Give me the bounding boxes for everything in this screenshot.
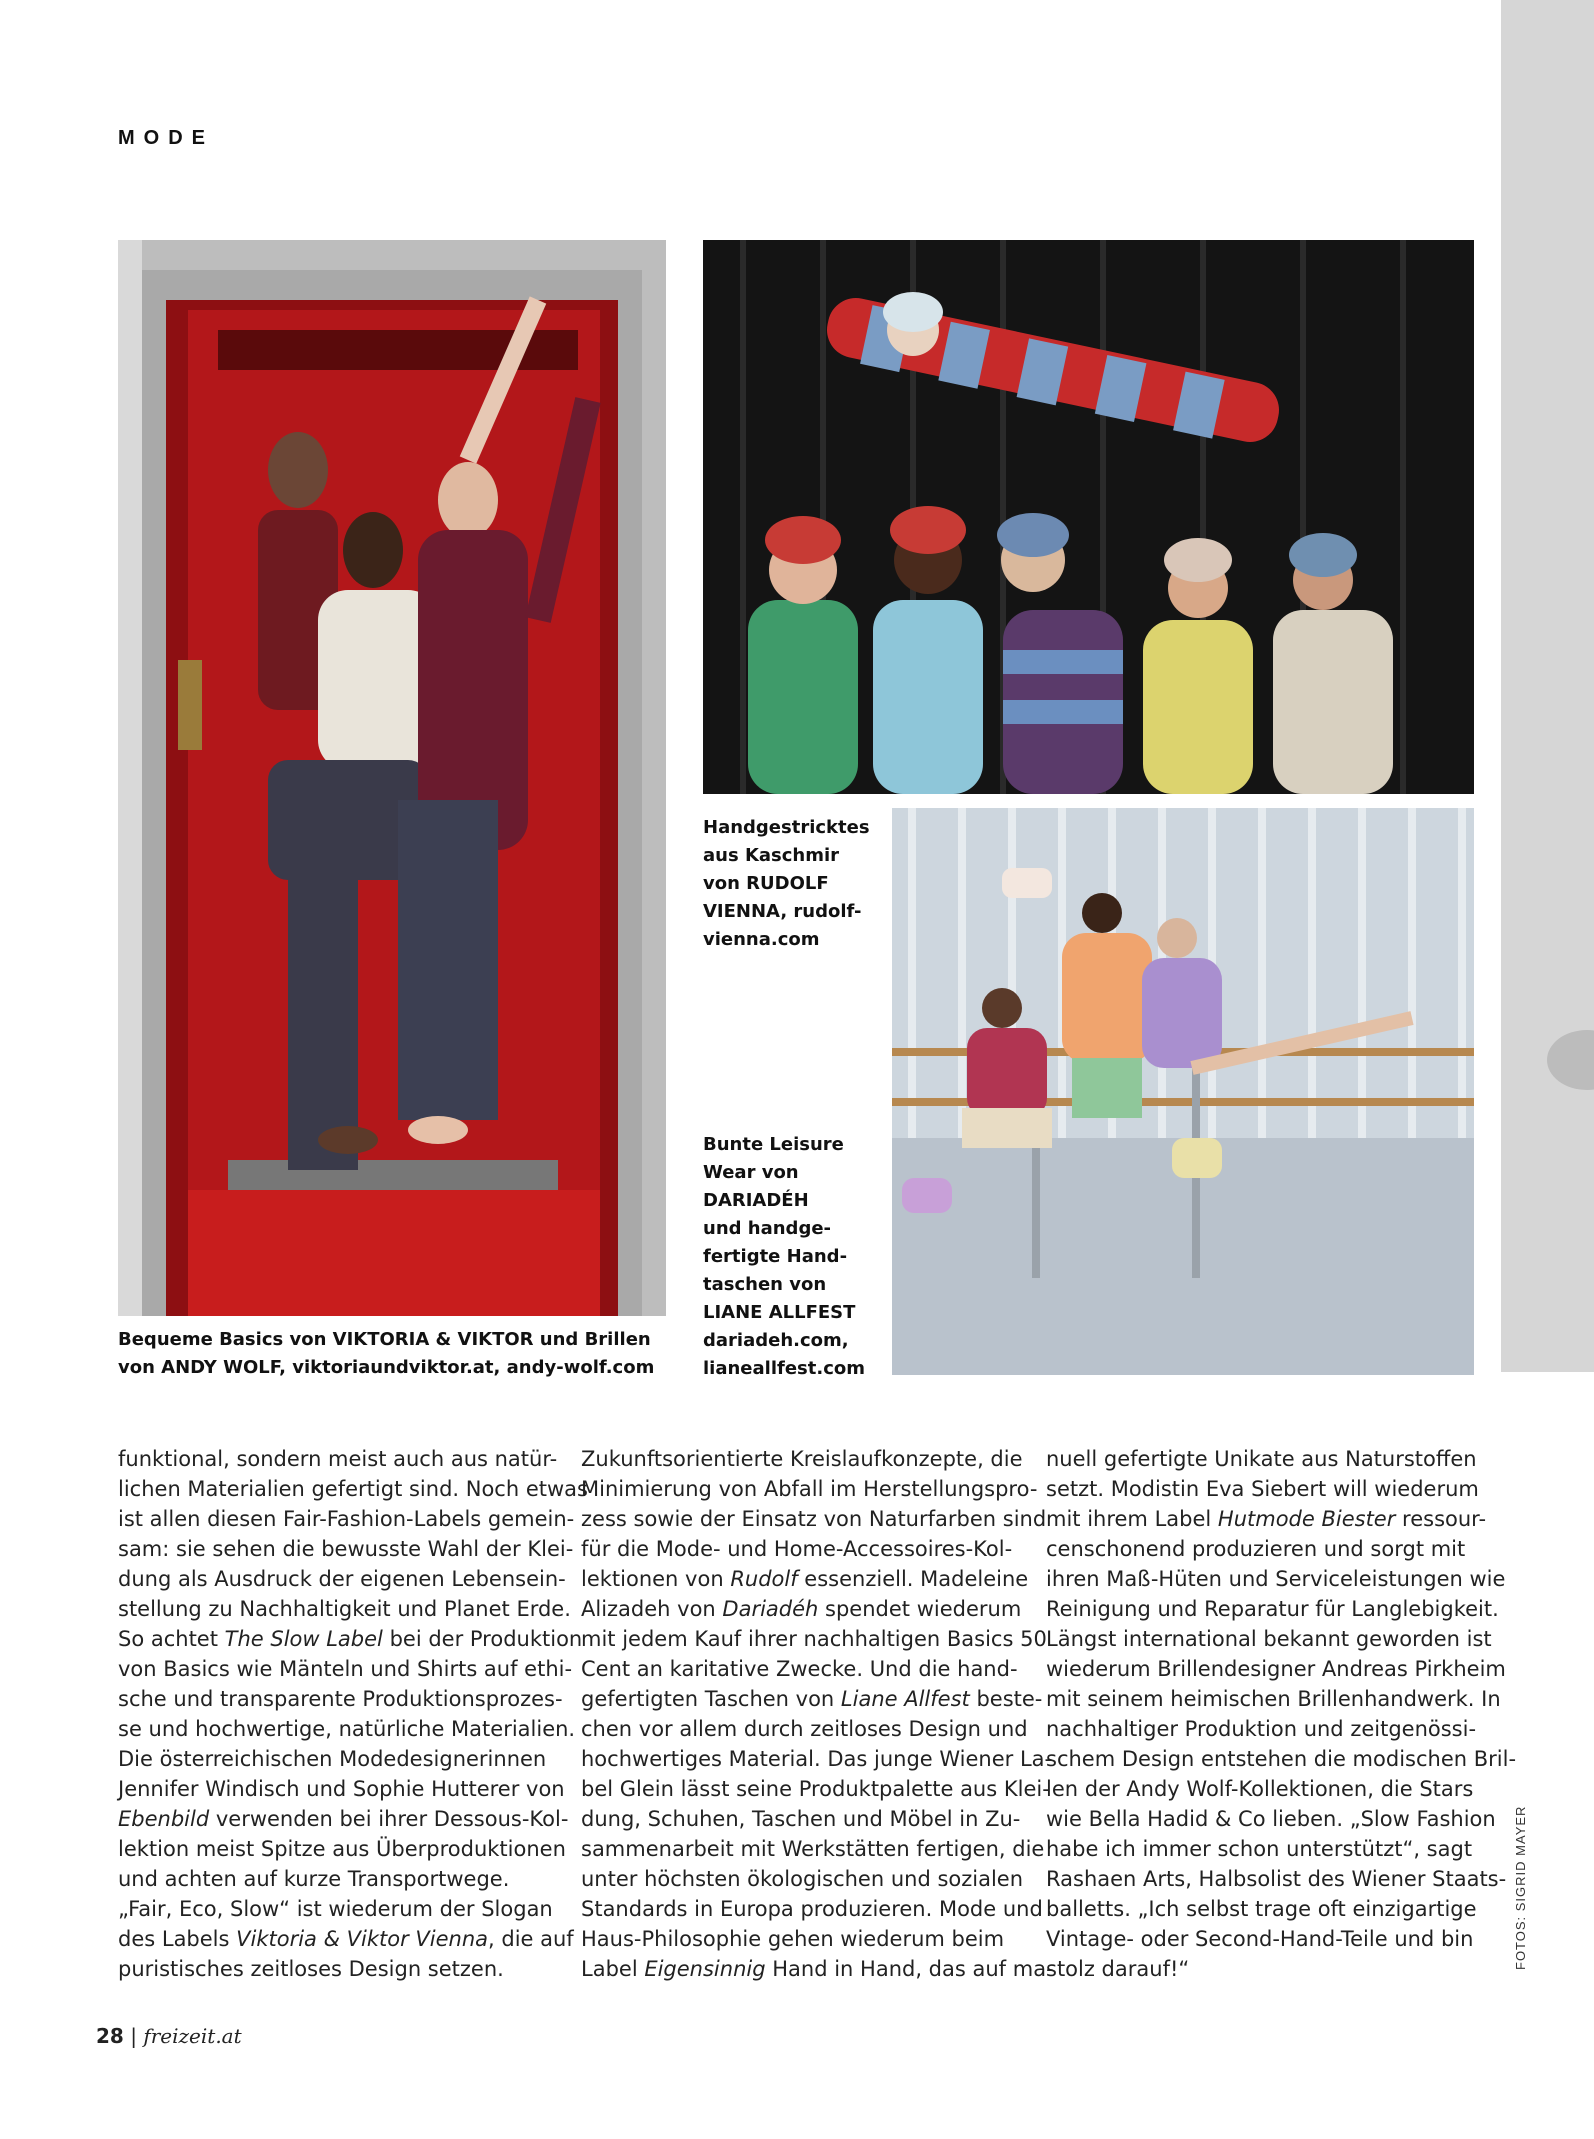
body-text-line: mit seinem heimischen Brillenhandwerk. In — [1046, 1687, 1501, 1711]
body-text-line: Label Eigensinnig Hand in Hand, das auf ma- — [581, 1957, 1054, 1981]
body-text-line: Reinigung und Reparatur für Langlebigkeit. — [1046, 1597, 1499, 1621]
body-text-line: Längst international bekannt geworden ist — [1046, 1627, 1492, 1651]
body-text-line: des Labels Viktoria & Viktor Vienna, die auf — [118, 1927, 574, 1951]
body-text-line: sammenarbeit mit Werkstätten fertigen, die — [581, 1837, 1045, 1861]
caption-leisure — [703, 1131, 865, 1383]
body-text-line: mit ihrem Label Hutmode Biester ressour- — [1046, 1507, 1487, 1531]
body-text-line: Ebenbild verwenden bei ihrer Dessous-Kol- — [118, 1807, 569, 1831]
body-text-line: habe ich immer schon unterstützt“, sagt — [1046, 1837, 1473, 1861]
body-text-line: Zukunftsorientierte Kreislaufkonzepte, die — [581, 1447, 1023, 1471]
caption-line: von RUDOLF — [703, 873, 829, 894]
caption-line: Wear von — [703, 1162, 799, 1183]
body-text-line: stolz darauf!“ — [1046, 1957, 1190, 1981]
body-text-line: censchonend produzieren und sorgt mit — [1046, 1537, 1466, 1561]
body-text-line: und achten auf kurze Transportwege. — [118, 1867, 510, 1891]
caption-line: LIANE ALLFEST — [703, 1302, 856, 1323]
body-text-line: Cent an karitative Zwecke. Und die hand- — [581, 1657, 1018, 1681]
body-text-line: lichen Materialien gefertigt sind. Noch etwas — [118, 1477, 588, 1501]
body-column-2 — [581, 1444, 1054, 1984]
adjacent-page-edge — [1487, 0, 1594, 1372]
body-text-line: von Basics wie Mänteln und Shirts auf ethi- — [118, 1657, 573, 1681]
body-text-line: „Fair, Eco, Slow“ ist wiederum der Slogan — [118, 1897, 553, 1921]
body-text-line: Rashaen Arts, Halbsolist des Wiener Staats- — [1046, 1867, 1507, 1891]
body-text-line: sche und transparente Produktionsprozes- — [118, 1687, 563, 1711]
photo-cashmere-group — [703, 240, 1474, 794]
body-text-line: wiederum Brillendesigner Andreas Pirkheim — [1046, 1657, 1506, 1681]
studio-illustration — [892, 808, 1474, 1375]
body-text-line: Minimierung von Abfall im Herstellungspro- — [581, 1477, 1038, 1501]
body-text-line: ihren Maß-Hüten und Serviceleistungen wie — [1046, 1567, 1506, 1591]
body-text-line: dung, Schuhen, Taschen und Möbel in Zu- — [581, 1807, 1021, 1831]
page-number: 28 — [96, 2024, 124, 2048]
body-text-line: lektion meist Spitze aus Überproduktionen — [118, 1837, 566, 1861]
body-text-line: für die Mode- und Home-Accessoires-Kol- — [581, 1537, 1013, 1561]
section-label: MODE — [118, 127, 214, 149]
body-text-line: funktional, sondern meist auch aus natür- — [118, 1447, 558, 1471]
brand-name: Eigensinnig — [644, 1957, 766, 1981]
caption-line: VIENNA, rudolf- — [703, 901, 862, 922]
caption-line: DARIADÉH — [703, 1190, 809, 1211]
brand-name: Hutmode Biester — [1217, 1507, 1396, 1531]
body-text-line: nuell gefertigte Unikate aus Naturstoffen — [1046, 1447, 1477, 1471]
body-text-line: sam: sie sehen die bewusste Wahl der Klei- — [118, 1537, 574, 1561]
brand-name: Ebenbild — [118, 1807, 210, 1831]
body-text-line: len der Andy Wolf-Kollektionen, die Stars — [1046, 1777, 1474, 1801]
brand-name: Dariadéh — [722, 1597, 819, 1621]
caption-cashmere — [703, 814, 870, 954]
body-text-line: wie Bella Hadid & Co lieben. „Slow Fashion — [1046, 1807, 1496, 1831]
body-text-line: mit jedem Kauf ihrer nachhaltigen Basics 50 — [581, 1627, 1047, 1651]
body-text-line: Haus-Philosophie gehen wiederum beim — [581, 1927, 1005, 1951]
caption-line: Bequeme Basics von VIKTORIA & VIKTOR und Brillen — [118, 1329, 651, 1350]
photo-credit: FOTOS: SIGRID MAYER — [1513, 1805, 1528, 1970]
caption-line: von ANDY WOLF, viktoriaundviktor.at, andy-wolf.com — [118, 1357, 655, 1378]
body-text-line: setzt. Modistin Eva Siebert will wiederum — [1046, 1477, 1479, 1501]
caption-line: taschen von — [703, 1274, 827, 1295]
caption-line: Handgestricktes — [703, 817, 870, 838]
body-text-line: unter höchsten ökologischen und sozialen — [581, 1867, 1024, 1891]
body-text-line: chen vor allem durch zeitloses Design und — [581, 1717, 1028, 1741]
body-text-line: zess sowie der Einsatz von Naturfarben sind — [581, 1507, 1047, 1531]
brand-name: Liane Allfest — [840, 1687, 970, 1711]
body-text-line: dung als Ausdruck der eigenen Lebensein- — [118, 1567, 566, 1591]
photo-elevator-dancers — [118, 240, 666, 1316]
brand-name: Viktoria & Viktor Vienna — [236, 1927, 489, 1951]
brand-name: Rudolf — [730, 1567, 798, 1591]
elevator-illustration — [118, 240, 666, 1316]
body-text-line: Vintage- oder Second-Hand-Teile und bin — [1046, 1927, 1474, 1951]
body-text-line: schem Design entstehen die modischen Bril- — [1046, 1747, 1517, 1771]
caption-line: und handge- — [703, 1218, 832, 1239]
body-column-1 — [118, 1444, 588, 1984]
body-text-line: Die österreichischen Modedesignerinnen — [118, 1747, 547, 1771]
caption-line: lianeallfest.com — [703, 1358, 865, 1379]
body-text-line: Jennifer Windisch und Sophie Hutterer von — [118, 1777, 565, 1801]
footer-separator: | — [130, 2024, 137, 2048]
body-text-line: lektionen von Rudolf essenziell. Madeleine — [581, 1567, 1029, 1591]
body-text-line: bel Glein lässt seine Produktpalette aus Klei- — [581, 1777, 1050, 1801]
body-column-3 — [1046, 1444, 1517, 1984]
footer-site: freizeit.at — [143, 2024, 242, 2048]
brand-name: The Slow Label — [224, 1627, 383, 1651]
body-text-line: Standards in Europa produzieren. Mode und — [581, 1897, 1043, 1921]
body-text-line: Alizadeh von Dariadéh spendet wiederum — [581, 1597, 1022, 1621]
body-text-line: So achtet The Slow Label bei der Produktion — [118, 1627, 583, 1651]
body-text-line: balletts. „Ich selbst trage oft einzigartige — [1046, 1897, 1477, 1921]
body-text-line: hochwertiges Material. Das junge Wiener La- — [581, 1747, 1053, 1771]
caption-line: Bunte Leisure — [703, 1134, 844, 1155]
body-text-line: nachhaltiger Produktion und zeitgenössi- — [1046, 1717, 1477, 1741]
page-footer — [96, 2024, 242, 2048]
body-text-line: se und hochwertige, natürliche Materialien. — [118, 1717, 576, 1741]
body-text-line: stellung zu Nachhaltigkeit und Planet Erde. — [118, 1597, 571, 1621]
caption-line: vienna.com — [703, 929, 820, 950]
caption-line: dariadeh.com, — [703, 1330, 849, 1351]
caption-elevator — [118, 1326, 654, 1382]
caption-line: aus Kaschmir — [703, 845, 840, 866]
caption-line: fertigte Hand- — [703, 1246, 848, 1267]
cashmere-illustration — [703, 240, 1474, 794]
body-text-line: ist allen diesen Fair-Fashion-Labels gemein- — [118, 1507, 575, 1531]
photo-leisure-studio — [892, 808, 1474, 1375]
body-text-line: puristisches zeitloses Design setzen. — [118, 1957, 504, 1981]
body-text-line: gefertigten Taschen von Liane Allfest beste- — [581, 1687, 1043, 1711]
